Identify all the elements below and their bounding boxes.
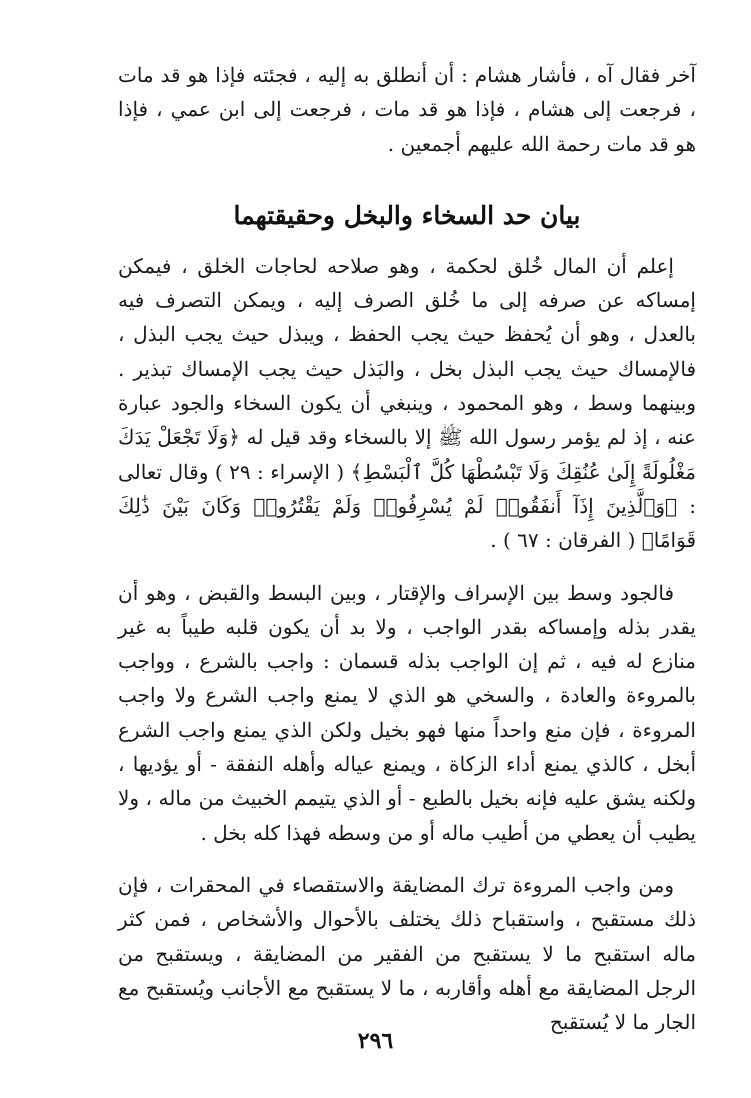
page-number: ٢٩٦ xyxy=(357,1028,394,1054)
intro-paragraph: آخر فقال آه ، فأشار هشام : أن أنطلق به إليه ، فجئته فإذا هو قد مات ، فرجعت إلى هشام ، فإذا هو قد مات ، فرجعت إلى ابن عمي ، فإذا هو قد مات رحمة الله عليهم أجمعين . xyxy=(118,63,697,156)
body-paragraph-2: فالجود وسط بين الإسراف والإقتار ، وبين البسط والقبض ، وهو أن يقدر بذله وإمساكه بقدر الواجب ، ولا بد أن يكون قلبه طيباً به غير منازع له فيه ، ثم إن الواجب بذله قسمان : واجب بالشرع ، وواجب بالمروءة والعادة ، والسخي هو الذي لا يمنع واجب الشرع ولا واجب المروءة ، فإن منع واحداً منها فهو بخيل ولكن الذي يمنع واجب الشرع أبخل ، كالذي يمنع أداء الزكاة ، ويمنع عياله وأهله النفقة - أو يؤديها ، ولكنه يشق عليه فإنه بخيل بالطبع - أو الذي يتيمم الخبيث من ماله ، ولا يطيب أن يعطي من أطيب ماله أو من وسطه فهذا كله بخل . xyxy=(118,580,696,845)
body-paragraph-3: ومن واجب المروءة ترك المضايقة والاستقصاء في المحقرات ، فإن ذلك مستقبح ، واستقباح ذلك يختلف بالأحوال والأشخاص ، فمن كثر ماله استقبح ما لا يستقبح من الفقير من المضايقة ، ويستقبح من الرجل المضايقة مع أهله وأقاربه ، ما لا يستقبح مع الأجانب ويُستقبح مع الجار ما لا يُستقبح xyxy=(118,872,696,1035)
paragraph-gap xyxy=(118,558,696,576)
body-paragraph-1: إعلم أن المال خُلق لحكمة ، وهو صلاحه لحاجات الخلق ، فيمكن إمساكه عن صرفه إلى ما خُلق الصرف إليه ، ويمكن التصرف فيه بالعدل ، وهو أن يُحفظ حيث يجب الحفظ ، ويبذل حيث يجب البذل ، فالإمساك حيث يجب البذل بخل ، والبَذل حيث يجب الإمساك تبذير . وبينهما وسط ، وهو المحمود ، وينبغي أن يكون السخاء والجود عبارة عنه ، إذ لم يؤمر رسول الله ﷺ إلا بالسخاء وقد قيل له ﴿وَلَا تَجْعَلْ يَدَكَ مَغْلُولَةً إِلَىٰ عُنُقِكَ وَلَا تَبْسُطْهَا كُلَّ ٱلْبَسْطِ﴾ ( الإسراء : ٢٩ ) وقال تعالى : ﴿وَٱلَّذِينَ إِذَآ أَنفَقُوا۟ لَمْ يُسْرِفُوا۟ وَلَمْ يَقْتُرُوا۟ وَكَانَ بَيْنَ ذَٰلِكَ قَوَامًا﴾ ( الفرقان : ٦٧ ) . xyxy=(118,253,696,553)
book-page xyxy=(118,58,696,1039)
paragraph-gap xyxy=(118,850,696,868)
section-heading: بيان حد السخاء والبخل وحقيقتهما xyxy=(233,200,581,230)
